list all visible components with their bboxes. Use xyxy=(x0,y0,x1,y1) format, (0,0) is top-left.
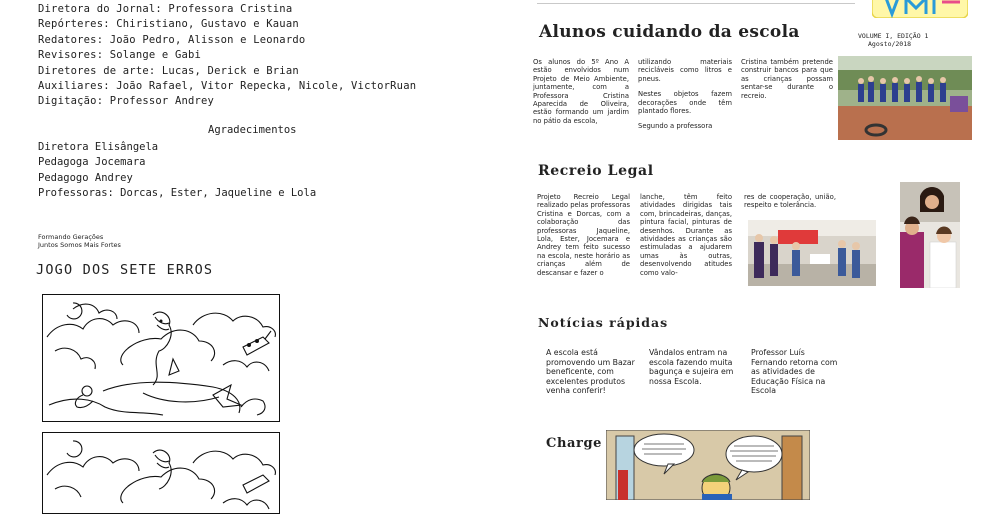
header-rule xyxy=(537,3,855,4)
article1-column-1 xyxy=(533,58,629,132)
article2-text: lanche, têm feito atividades dirigidas tais com, brincadeiras, danças, pintura facial, pinturas de desenhos. Durante as atividades as crianças são estimuladas a ajudarem umas às outras, desenvolvendo atitudes como valo- xyxy=(640,193,732,277)
volume-info xyxy=(858,32,928,48)
credits-line: Revisores: Solange e Gabi xyxy=(38,49,202,62)
quick-news-item: A escola está promovendo um Bazar beneficente, com excelentes produtos venha conferir! xyxy=(546,348,635,396)
quick-news-item: Vândalos entram na escola fazendo muita bagunça e sujeira em nossa Escola. xyxy=(649,348,734,386)
article2-column-3 xyxy=(744,193,836,217)
cartoon-title: Charge xyxy=(546,436,603,451)
recess-photo xyxy=(748,220,876,286)
spot-difference-drawing-bottom xyxy=(42,432,280,514)
issue-date: Agosto/2018 xyxy=(868,40,912,48)
quick-news-item: Professor Luís Fernando retorna com as atividades de Educação Física na Escola xyxy=(751,348,838,396)
credits-line: Diretores de arte: Lucas, Derick e Brian xyxy=(38,64,299,77)
article2-title: Recreio Legal xyxy=(538,163,654,179)
credits-line: Digitação: Professor Andrey xyxy=(38,95,215,108)
credits-line: Diretora do Jornal: Professora Cristina xyxy=(38,3,293,15)
motto-line: Juntos Somos Mais Fortes xyxy=(38,241,121,249)
credits-line: Repórteres: Chiristiano, Gustavo e Kauan xyxy=(38,18,299,31)
motto xyxy=(38,233,121,249)
garden-photo xyxy=(838,56,972,140)
article1-text: Segundo a professora xyxy=(638,122,713,131)
acknowledgments-list xyxy=(38,140,316,201)
acknowledgments-title: Agradecimentos xyxy=(208,124,297,136)
article1-text: utilizando materiais recicláveis como litros e pneus. xyxy=(638,58,732,83)
acknowledgment-line: Diretora Elisângela xyxy=(38,141,159,153)
acknowledgment-line: Professoras: Dorcas, Ester, Jaqueline e Lola xyxy=(38,186,317,199)
game-title: JOGO DOS SETE ERROS xyxy=(36,262,214,278)
credits-line: Redatores: João Pedro, Alisson e Leonardo xyxy=(38,33,306,46)
credits-block xyxy=(38,0,478,110)
motto-line: Formando Gerações xyxy=(38,233,104,241)
children-photo xyxy=(900,182,960,288)
article1-text: Nestes objetos fazem decorações onde têm plantado flores. xyxy=(638,90,732,116)
article2-text: Projeto Recreio Legal realizado pelas professoras Cristina e Dorcas, com a colaboração das professoras Jaqueline, Lola, Ester, Jocemara e Andrey tem feito sucesso na escola, neste horário as crianças além de descansar e fazer o xyxy=(537,193,630,277)
spot-difference-drawing-top xyxy=(42,294,280,422)
article1-column-2 xyxy=(638,58,732,138)
article2-column-2 xyxy=(640,193,732,284)
article2-text: res de cooperação, união, respeito e tolerância. xyxy=(744,193,836,210)
volume-edition: VOLUME I, EDIÇÃO 1 xyxy=(858,32,929,40)
article1-title: Alunos cuidando da escola xyxy=(539,22,800,42)
article2-column-1 xyxy=(537,193,630,284)
article1-column-3 xyxy=(741,58,833,107)
cartoon-image xyxy=(606,430,810,500)
article1-text: Os alunos do 5º Ano A estão envolvidos num Projeto de Meio Ambiente, juntamente, com a Professora Cristina Aparecida de Oliveira, estão formando um jardim no pátio da escola, xyxy=(533,58,629,125)
newspaper-logo xyxy=(872,0,968,18)
credits-line: Auxiliares: João Rafael, Vitor Repecka, Nicole, VictorRuan xyxy=(38,80,417,93)
acknowledgment-line: Pedagogo Andrey xyxy=(38,171,133,184)
acknowledgment-line: Pedagoga Jocemara xyxy=(38,156,146,169)
article1-text: Cristina também pretende construir bancos para que as crianças possam sentar-se durante o recreio. xyxy=(741,58,833,100)
quick-news-title: Notícias rápidas xyxy=(538,315,669,330)
